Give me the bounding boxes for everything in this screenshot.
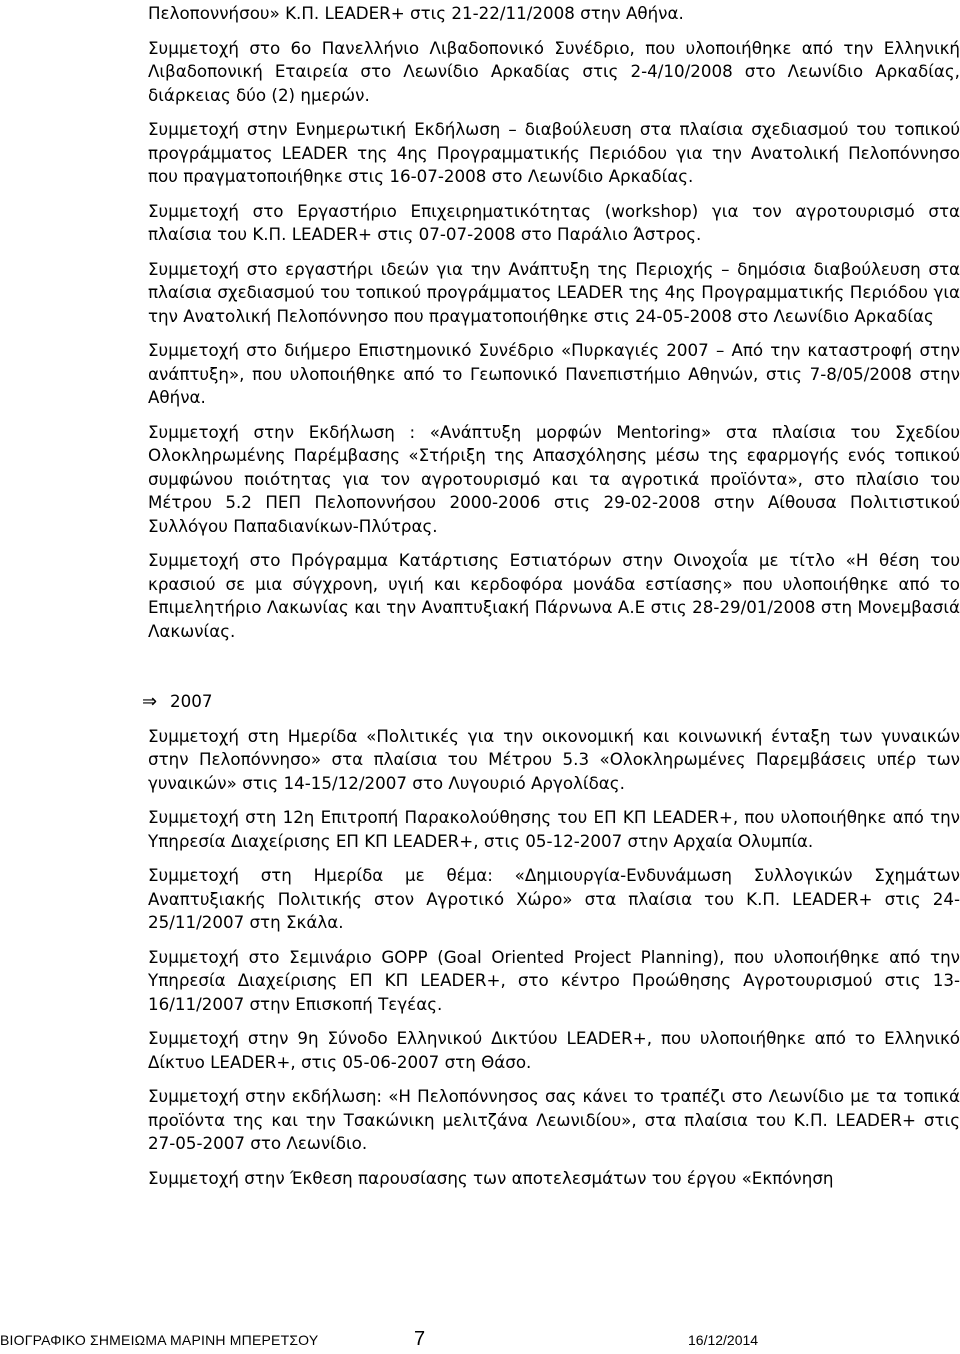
paragraph: Συμμετοχή στο εργαστήρι ιδεών για την Ανάπτυξη της Περιοχής – δημόσια διαβούλευση στα πλαίσια σχεδιασμού του τοπικού προγράμματος LEADER της 4ης Προγραμματικής Περιόδου για την Ανατολική Πελοπόννησο που πραγματοποιήθηκε στις 24-05-2008 στο Λεωνίδιο Αρκαδίας [148, 258, 960, 326]
paragraph: Συμμετοχή στην Ενημερωτική Εκδήλωση – διαβούλευση στα πλαίσια σχεδιασμού του τοπικού προγράμματος LEADER της 4ης Προγραμματικής Περιόδου για την Ανατολική Πελοπόννησο που πραγματοποιήθηκε στις 16-07-2008 στο Λεωνίδιο Αρκαδίας. [148, 119, 960, 186]
document-body [142, 2, 960, 1190]
paragraph: Συμμετοχή στο Σεμινάριο GOPP (Goal Oriented Project Planning), που υλοποιήθηκε από την Υπηρεσία Διαχείρισης ΕΠ ΚΠ LEADER+, στο κέντρο Προώθησης Αγροτουρισμού στις 13-16/11/2007 στην Επισκοπή Τεγέας. [148, 946, 960, 1014]
page-footer [0, 1328, 960, 1354]
paragraph: Συμμετοχή στο διήμερο Επιστημονικό Συνέδριο «Πυρκαγιές 2007 – Από την καταστροφή στην ανάπτυξη», που υλοποιήθηκε από το Γεωπονικό Πανεπιστήμιο Αθηνών, στις 7-8/05/2008 στην Αθήνα. [148, 340, 960, 407]
paragraph: Συμμετοχή στη 12η Επιτροπή Παρακολούθησης του ΕΠ ΚΠ LEADER+, που υλοποιήθηκε από την Υπηρεσία Διαχείρισης ΕΠ ΚΠ LEADER+, στις 05-12-2007 στην Αρχαία Ολυμπία. [148, 807, 960, 851]
paragraph: Συμμετοχή στη Ημερίδα με θέμα: «Δημιουργία-Ενδυνάμωση Συλλογικών Σχημάτων Αναπτυξιακής Πολιτικής στον Αγροτικό Χώρο» στα πλαίσια του Κ.Π. LEADER+ στις 24-25/11/2007 στη Σκάλα. [148, 865, 960, 932]
paragraph: Πελοποννήσου» Κ.Π. LEADER+ στις 21-22/11/2008 στην Αθήνα. [148, 3, 684, 23]
footer-author: ΒΙΟΓΡΑΦΙΚΟ ΣΗΜΕΙΩΜΑ ΜΑΡΙΝΗ ΜΠΕΡΕΤΣΟΥ [0, 1332, 319, 1348]
paragraph: Συμμετοχή στην εκδήλωση: «Η Πελοπόννησος σας κάνει το τραπέζι στο Λεωνίδιο με τα τοπικά προϊόντα της και την Τσακώνικη μελιτζάνα Λεωνιδίου», στα πλαίσια του Κ.Π. LEADER+ στις 27-05-2007 στο Λεωνίδιο. [148, 1086, 960, 1153]
year-heading-label: 2007 [170, 691, 213, 711]
paragraph: Συμμετοχή στη Ημερίδα «Πολιτικές για την οικονομική και κοινωνική ένταξη των γυναικών στην Πελοπόννησο» στα πλαίσια του Μέτρου 5.3 «Ολοκληρωμένες Παρεμβάσεις υπέρ των γυναικών» στις 14-15/12/2007 στο Λυγουριό Αργολίδας. [148, 725, 960, 793]
footer-date: 16/12/2014 [688, 1332, 759, 1348]
paragraph: Συμμετοχή στο Εργαστήριο Επιχειρηματικότητας (workshop) για τον αγροτουρισμό στα πλαίσια του Κ.Π. LEADER+ στις 07-07-2008 στο Παράλιο Άστρος. [148, 200, 960, 244]
year-heading [142, 690, 954, 714]
paragraph: Συμμετοχή στην Έκθεση παρουσίασης των αποτελεσμάτων του έργου «Εκπόνηση [148, 1167, 834, 1188]
paragraph: Συμμετοχή στην 9η Σύνοδο Ελληνικού Δικτύου LEADER+, που υλοποιήθηκε από το Ελληνικό Δίκτυο LEADER+, στις 05-06-2007 στη Θάσο. [148, 1028, 960, 1072]
paragraph: Συμμετοχή στην Εκδήλωση : «Ανάπτυξη μορφών Mentoring» στα πλαίσια του Σχεδίου Ολοκληρωμένης Παρέμβασης «Στήριξη της Απασχόλησης μέσω της εφαρμογής ενός τοπικού συμφώνου ποιότητας για τον αγροτουρισμό και τα αγροτικά προϊόντα», στο πλαίσιο του Μέτρου 5.2 ΠΕΠ Πελοποννήσου 2000-2006 στις 29-02-2008 στην Αίθουσα Πολιτιστικού Συλλόγου Παπαδιανίκων-Πλύτρας. [148, 421, 960, 536]
double-arrow-right-icon: ⇒ [142, 691, 158, 712]
page-number: 7 [414, 1328, 426, 1350]
paragraph: Συμμετοχή στο 6ο Πανελλήνιο Λιβαδοπονικό Συνέδριο, που υλοποιήθηκε από την Ελληνική Λιβαδοπονική Εταιρεία στο Λεωνίδιο Αρκαδίας στις 2-4/10/2008 στο Λεωνίδιο Αρκαδίας, διάρκειας δύο (2) ημερών. [148, 37, 960, 105]
paragraph: Συμμετοχή στο Πρόγραμμα Κατάρτισης Εστιατόρων στην Οινοχοΐα με τίτλο «Η θέση του κρασιού σε μια σύγχρονη, υγιή και κερδοφόρα μονάδα εστίασης» που υλοποιήθηκε από το Επιμελητήριο Λακωνίας και την Αναπτυξιακή Πάρνωνα Α.Ε στις 28-29/01/2008 στη Μονεμβασιά Λακωνίας. [148, 550, 960, 641]
